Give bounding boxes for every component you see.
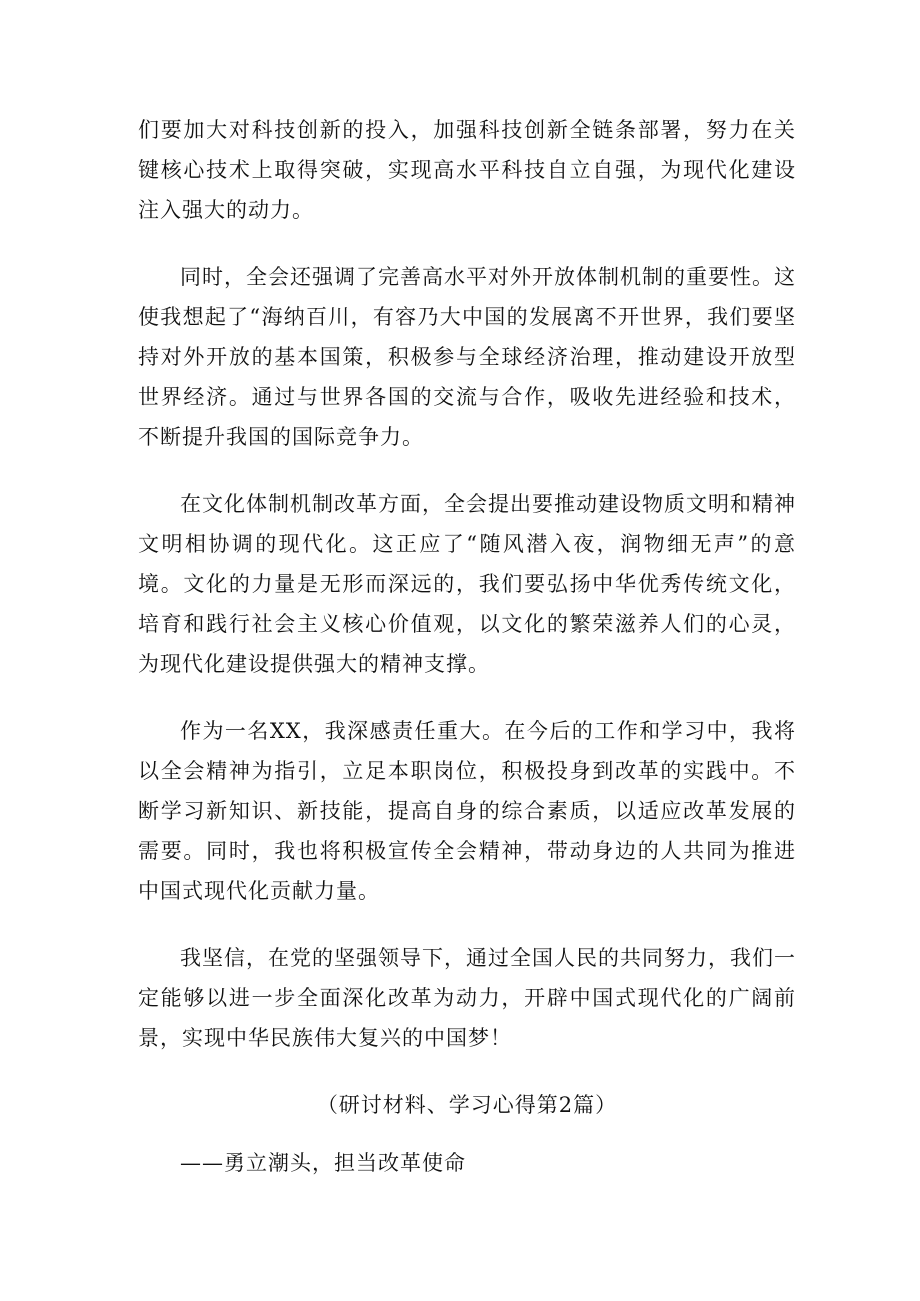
paragraph-conclusion: 我坚信，在党的坚强领导下，通过全国人民的共同努力，我们一定能够以进一步全面深化改革为动力，开辟中国式现代化的广阔前景，实现中华民族伟大复兴的中国梦！: [138, 946, 796, 1050]
section-subtitle: ——勇立潮头，担当改革使命: [180, 1151, 466, 1175]
paragraph-responsibility: 作为一名XX，我深感责任重大。在今后的工作和学习中，我将以全会精神为指引，立足本职岗位，积极投身到改革的实践中。不断学习新知识、新技能，提高自身的综合素质，以适应改革发展的需要。同时，我也将积极宣传全会精神，带动身边的人共同为推进中国式现代化贡献力量。: [138, 719, 796, 903]
section-title: （研讨材料、学习心得第2篇）: [316, 1093, 618, 1117]
paragraph-culture: 在文化体制机制改革方面，全会提出要推动建设物质文明和精神文明相协调的现代化。这正应了“随风潜入夜，润物细无声”的意境。文化的力量是无形而深远的，我们要弘扬中华优秀传统文化，培育和践行社会主义核心价值观，以文化的繁荣滋养人们的心灵，为现代化建设提供强大的精神支撑。: [138, 492, 796, 676]
paragraph-opening-up: 同时，全会还强调了完善高水平对外开放体制机制的重要性。这使我想起了“海纳百川，有容乃大中国的发展离不开世界，我们要坚持对外开放的基本国策，积极参与全球经济治理，推动建设开放型世界经济。通过与世界各国的交流与合作，吸收先进经验和技术，不断提升我国的国际竞争力。: [138, 265, 796, 449]
paragraph-continuation: 们要加大对科技创新的投入，加强科技创新全链条部署，努力在关键核心技术上取得突破，实现高水平科技自立自强，为现代化建设注入强大的动力。: [138, 118, 796, 222]
document-body: [138, 110, 796, 1183]
